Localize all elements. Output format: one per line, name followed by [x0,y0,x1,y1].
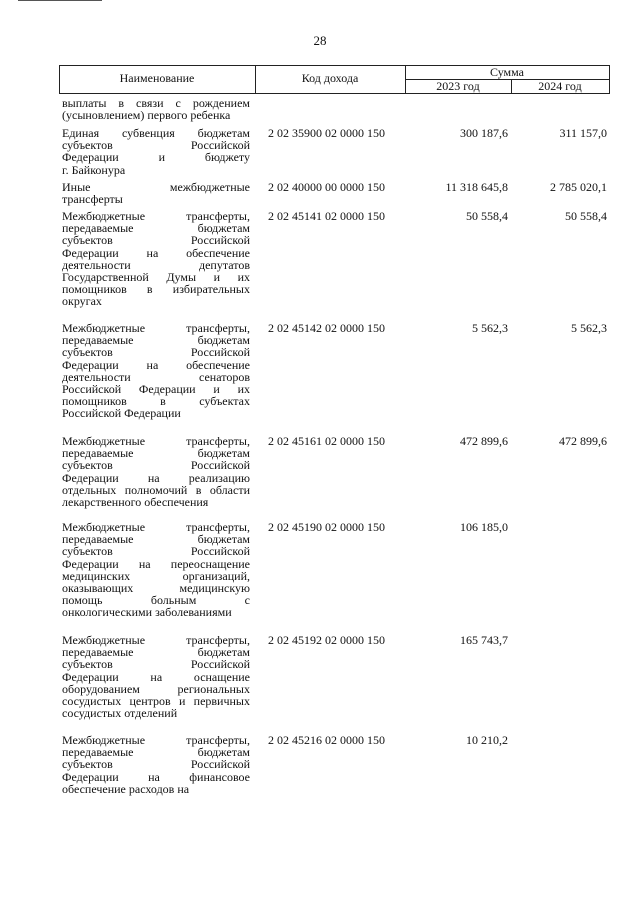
row-name-line: Федерации на реализацию [62,470,250,485]
header-year-2023: 2023 год [436,79,480,93]
header-year-2024: 2024 год [538,79,582,93]
row-name [62,97,250,121]
row-name-line: передаваемые бюджетам [62,532,250,547]
row-value-2024: 311 157,0 [559,126,607,140]
row-name-line: субъектов Российской [62,657,250,672]
row-value-2024: 5 562,3 [571,321,607,335]
row-name-line: субъектов Российской [62,345,250,360]
row-value-2024: 2 785 020,1 [550,180,607,194]
row-name-line: сосудистых центров и первичных [62,693,250,708]
row-value-2023: 106 185,0 [460,520,508,534]
row-name-line: Межбюджетные трансферты, [62,209,250,223]
header-sum: Сумма [490,65,524,79]
row-name-line: Российской Федерации и их [62,381,250,396]
row-value-2023: 165 743,7 [460,633,508,647]
row-name-line: деятельности депутатов [62,257,250,272]
row-name-line: Федерации на финансовое [62,769,250,784]
row-name-line: Федерации на обеспечение [62,245,250,260]
row-value-2023: 5 562,3 [472,321,508,335]
row-name-line: обеспечение расходов на [62,781,190,796]
row-name-line: помощь больным с [62,593,250,608]
row-name-line: трансферты [62,192,123,207]
row-name-line: отдельных полномочий в области [62,482,250,497]
top-rule [18,0,102,1]
row-name-line: медицинских организаций, [62,568,250,583]
row-value-2024: 50 558,4 [565,209,607,223]
row-value-2023: 11 318 645,8 [445,180,508,194]
row-name-line: лекарственного обеспечения [62,494,209,509]
row-name-line: сосудистых отделений [62,706,178,721]
row-name-line: Федерации на оснащение [62,669,250,684]
row-name [62,322,250,420]
row-name [62,127,250,176]
row-name-line: Федерации на переоснащение [62,556,250,571]
row-name-line: помощников в субъектах [62,394,250,409]
row-name-line: Государственной Думы и их [62,269,250,284]
row-value-2024: 472 899,6 [559,434,607,448]
row-code: 2 02 35900 02 0000 150 [268,126,385,140]
row-name-line: Российской Федерации [62,406,181,421]
row-name-line: Межбюджетные трансферты, [62,321,250,335]
page-number: 28 [313,33,327,48]
row-name-line: деятельности сенаторов [62,369,250,384]
row-name [62,634,250,719]
row-name-line: помощников в избирательных [62,282,250,297]
row-name-line: округах [62,294,102,309]
row-code: 2 02 45161 02 0000 150 [268,434,385,448]
row-name [62,734,250,795]
row-name-line: Межбюджетные трансферты, [62,733,250,747]
row-name-line: передаваемые бюджетам [62,221,250,236]
row-name-line: (усыновлением) первого ребенка [62,108,231,123]
row-name [62,435,250,508]
row-name-line: выплаты в связи с рождением [62,96,250,110]
row-name-line: Единая субвенция бюджетам [62,126,250,140]
table-header [59,65,610,94]
row-value-2023: 300 187,6 [460,126,508,140]
row-code: 2 02 45190 02 0000 150 [268,520,385,534]
row-name-line: передаваемые бюджетам [62,745,250,760]
row-name-line: передаваемые бюджетам [62,645,250,660]
row-code: 2 02 45192 02 0000 150 [268,633,385,647]
row-code: 2 02 45142 02 0000 150 [268,321,385,335]
row-value-2023: 472 899,6 [460,434,508,448]
row-name-line: субъектов Российской [62,757,250,772]
row-name-line: субъектов Российской [62,458,250,473]
row-code: 2 02 45141 02 0000 150 [268,209,385,223]
row-name [62,181,250,205]
row-name-line: оказывающих медицинскую [62,580,250,595]
row-name-line: Межбюджетные трансферты, [62,633,250,647]
row-value-2023: 50 558,4 [466,209,508,223]
row-name-line: субъектов Российской [62,544,250,559]
row-name-line: Федерации на обеспечение [62,357,250,372]
row-name-line: субъектов Российской [62,138,250,153]
row-name-line: г. Байконура [62,162,126,177]
row-value-2023: 10 210,2 [466,733,508,747]
row-name-line: Межбюджетные трансферты, [62,434,250,448]
header-code: Код дохода [301,71,359,85]
row-name [62,521,250,619]
row-code: 2 02 45216 02 0000 150 [268,733,385,747]
row-name-line: Межбюджетные трансферты, [62,520,250,534]
row-name [62,210,250,308]
row-code: 2 02 40000 00 0000 150 [268,180,385,194]
row-name-line: передаваемые бюджетам [62,446,250,461]
header-name: Наименование [119,71,195,85]
row-name-line: Федерации и бюджету [62,150,250,165]
row-name-line: Иные межбюджетные [62,180,250,194]
row-name-line: передаваемые бюджетам [62,333,250,348]
row-name-line: субъектов Российской [62,233,250,248]
row-name-line: онкологическими заболеваниями [62,605,232,620]
row-name-line: оборудованием региональных [62,681,250,696]
